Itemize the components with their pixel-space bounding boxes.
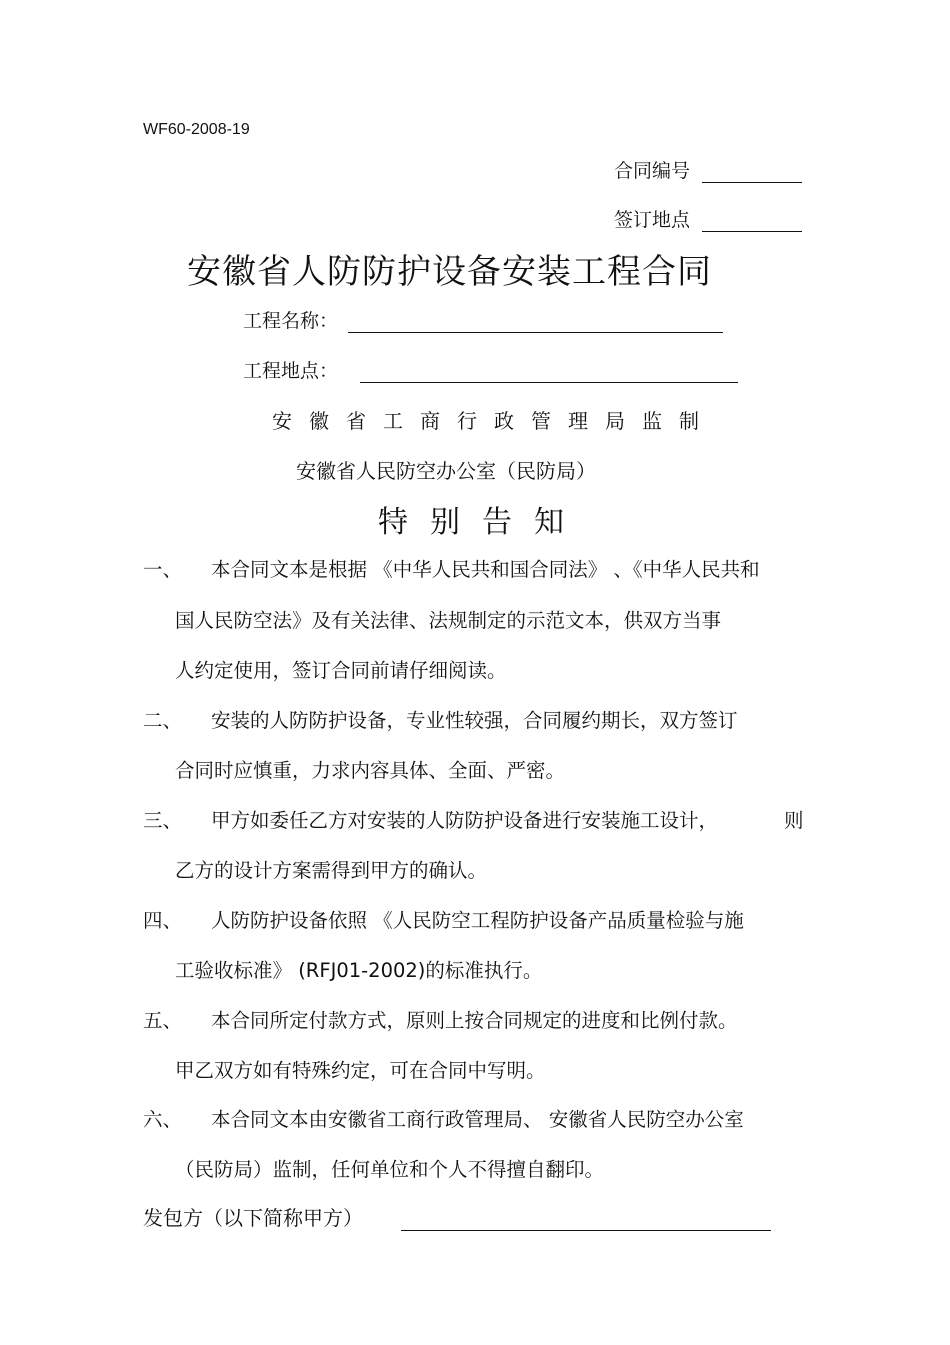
notice-item-line: 国人民防空法》及有关法律、法规制定的示范文本，供双方当事: [175, 609, 722, 632]
supervisor-line-2: 安徽省人民防空办公室（民防局）: [296, 459, 596, 483]
project-location-blank[interactable]: [360, 362, 738, 383]
notice-item-line: 工验收标准》 (RFJ01-2002)的标准执行。: [175, 959, 543, 982]
notice-item-line-tail: 则: [784, 809, 804, 832]
notice-item-line: 人防防护设备依照 《人民防空工程防护设备产品质量检验与施: [211, 909, 744, 932]
notice-item-line: 合同时应慎重，力求内容具体、全面、严密。: [175, 759, 566, 782]
notice-item-line: （民防局）监制，任何单位和个人不得擅自翻印。: [175, 1158, 605, 1181]
notice-item-line: 本合同文本是根据 《中华人民共和国合同法》 、《中华人民共和: [211, 558, 760, 581]
project-location-label: 工程地点：: [243, 360, 339, 382]
contract-number-label: 合同编号: [614, 160, 691, 182]
notice-item-line: 乙方的设计方案需得到甲方的确认。: [175, 859, 488, 882]
party-a-row: [143, 1202, 771, 1231]
project-location-row: [243, 356, 738, 383]
party-a-label: 发包方（以下简称甲方）: [143, 1206, 363, 1230]
notice-item-number: 二、: [143, 709, 183, 732]
notice-title: 特别告知: [378, 505, 586, 540]
project-name-row: [243, 306, 723, 333]
notice-item-line: 甲乙双方如有特殊约定，可在合同中写明。: [175, 1059, 546, 1082]
contract-number-row: [614, 156, 802, 183]
sign-place-blank[interactable]: [702, 211, 802, 232]
notice-item-number: 五、: [143, 1009, 183, 1032]
notice-item-number: 三、: [143, 809, 183, 832]
notice-item-number: 四、: [143, 909, 183, 932]
party-a-blank[interactable]: [401, 1210, 771, 1231]
sign-place-row: [614, 205, 802, 232]
notice-item-line: 安装的人防防护设备，专业性较强，合同履约期长，双方签订: [211, 709, 738, 732]
supervisor-line-1: 安徽省工商行政管理局监制: [272, 409, 716, 433]
project-name-label: 工程名称：: [243, 310, 339, 332]
notice-item-line: 甲方如委任乙方对安装的人防防护设备进行安装施工设计，: [211, 809, 719, 832]
page-title: 安徽省人防防护设备安装工程合同: [187, 252, 712, 292]
notice-item-number: 一、: [143, 558, 183, 581]
document-code: WF60-2008-19: [143, 121, 250, 138]
project-name-blank[interactable]: [348, 312, 723, 333]
notice-item-line: 本合同所定付款方式，原则上按合同规定的进度和比例付款。: [211, 1009, 738, 1032]
notice-item-number: 六、: [143, 1108, 183, 1131]
notice-item-line: 本合同文本由安徽省工商行政管理局、 安徽省人民防空办公室: [211, 1108, 744, 1131]
sign-place-label: 签订地点: [614, 209, 691, 231]
contract-number-blank[interactable]: [702, 162, 802, 183]
notice-item-line: 人约定使用，签订合同前请仔细阅读。: [175, 659, 507, 682]
